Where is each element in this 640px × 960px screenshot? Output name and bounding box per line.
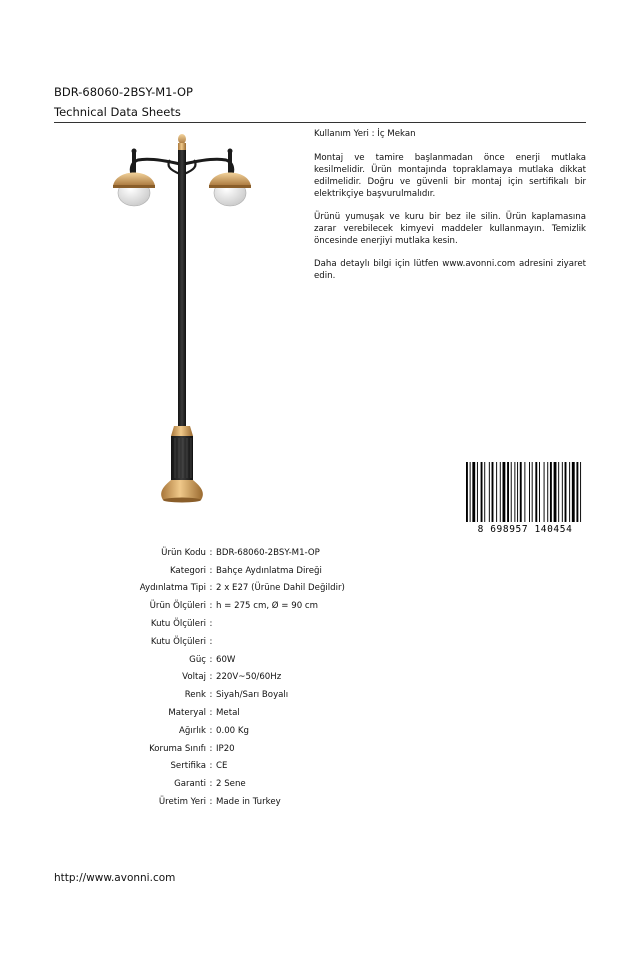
spec-row	[0, 722, 640, 740]
spec-separator: :	[209, 779, 213, 790]
spec-row	[0, 580, 640, 598]
document-header	[54, 84, 586, 123]
spec-separator: :	[209, 690, 213, 701]
spec-separator: :	[209, 547, 213, 558]
spec-label: Kutu Ölçüleri	[150, 619, 206, 630]
spec-row	[0, 704, 640, 722]
spec-separator: :	[209, 743, 213, 754]
document-subtitle: Technical Data Sheets	[54, 105, 181, 119]
spec-row	[0, 669, 640, 687]
spec-value: 60W	[216, 654, 236, 665]
spec-row	[0, 633, 640, 651]
spec-value: 0.00 Kg	[216, 725, 249, 736]
usage-information	[314, 128, 586, 293]
spec-row	[0, 544, 640, 562]
spec-separator: :	[209, 565, 213, 576]
barcode	[464, 462, 586, 534]
barcode-bars	[464, 462, 586, 534]
spec-label: Güç	[189, 654, 206, 665]
specifications-table	[0, 544, 640, 811]
spec-value: 2 Sene	[216, 779, 246, 790]
spec-value: IP20	[216, 743, 235, 754]
spec-separator: :	[209, 708, 213, 719]
spec-value: h = 275 cm, Ø = 90 cm	[216, 601, 318, 612]
product-code-heading: BDR-68060-2BSY-M1-OP	[54, 85, 193, 99]
spec-value: Made in Turkey	[216, 797, 281, 808]
spec-separator: :	[209, 654, 213, 665]
spec-value: 2 x E27 (Ürüne Dahil Değildir)	[216, 583, 345, 594]
spec-label: Renk	[184, 690, 206, 701]
spec-label: Ürün Ölçüleri	[149, 601, 206, 612]
spec-row	[0, 615, 640, 633]
spec-label: Aydınlatma Tipi	[139, 583, 206, 594]
spec-label: Koruma Sınıfı	[149, 743, 206, 754]
spec-row	[0, 651, 640, 669]
spec-separator: :	[209, 619, 213, 630]
installation-warning: Montaj ve tamire başlanmadan önce enerji mutlaka kesilmelidir. Ürün montajında topraklamaya mutlaka dikkat edilmelidir. Doğru ve güvenli bir montaj için sertifikalı bir elektrikçiye başvurulmalıdır.	[314, 153, 586, 199]
usage-location: Kullanım Yeri : İç Mekan	[314, 129, 416, 139]
spec-label: Sertifika	[170, 761, 206, 772]
spec-label: Ağırlık	[178, 725, 206, 736]
spec-label: Voltaj	[182, 672, 206, 683]
spec-row	[0, 740, 640, 758]
spec-label: Kutu Ölçüleri	[150, 636, 206, 647]
cleaning-instructions: Ürünü yumuşak ve kuru bir bez ile silin. Ürün kaplamasına zarar verebilecek kimyevi maddeler kullanmayın. Temizlik öncesinde enerjiyi mutlaka kesin.	[314, 212, 586, 246]
spec-separator: :	[209, 601, 213, 612]
spec-separator: :	[209, 761, 213, 772]
garden-pole-lamp-illustration	[108, 130, 258, 510]
spec-value: Bahçe Aydınlatma Direği	[216, 565, 322, 576]
spec-row	[0, 758, 640, 776]
website-url[interactable]: http://www.avonni.com	[54, 872, 176, 884]
spec-row	[0, 686, 640, 704]
spec-label: Materyal	[168, 708, 206, 719]
spec-separator: :	[209, 636, 213, 647]
spec-separator: :	[209, 583, 213, 594]
spec-label: Üretim Yeri	[158, 797, 206, 808]
website-note: Daha detaylı bilgi için lütfen www.avonni.com adresini ziyaret edin.	[314, 259, 586, 281]
spec-value: Metal	[216, 708, 240, 719]
spec-value: CE	[216, 761, 228, 772]
spec-label: Garanti	[174, 779, 206, 790]
spec-value: BDR-68060-2BSY-M1-OP	[216, 547, 320, 558]
spec-value: 220V~50/60Hz	[216, 672, 282, 683]
barcode-number: 8 698957 140454	[477, 524, 573, 534]
spec-separator: :	[209, 797, 213, 808]
spec-label: Ürün Kodu	[161, 547, 206, 558]
spec-row	[0, 597, 640, 615]
spec-separator: :	[209, 725, 213, 736]
spec-separator: :	[209, 672, 213, 683]
spec-row	[0, 793, 640, 811]
spec-value: Siyah/Sarı Boyalı	[216, 690, 289, 701]
spec-label: Kategori	[169, 565, 206, 576]
spec-row	[0, 562, 640, 580]
product-image	[108, 130, 258, 510]
spec-row	[0, 775, 640, 793]
header-divider	[54, 122, 586, 123]
